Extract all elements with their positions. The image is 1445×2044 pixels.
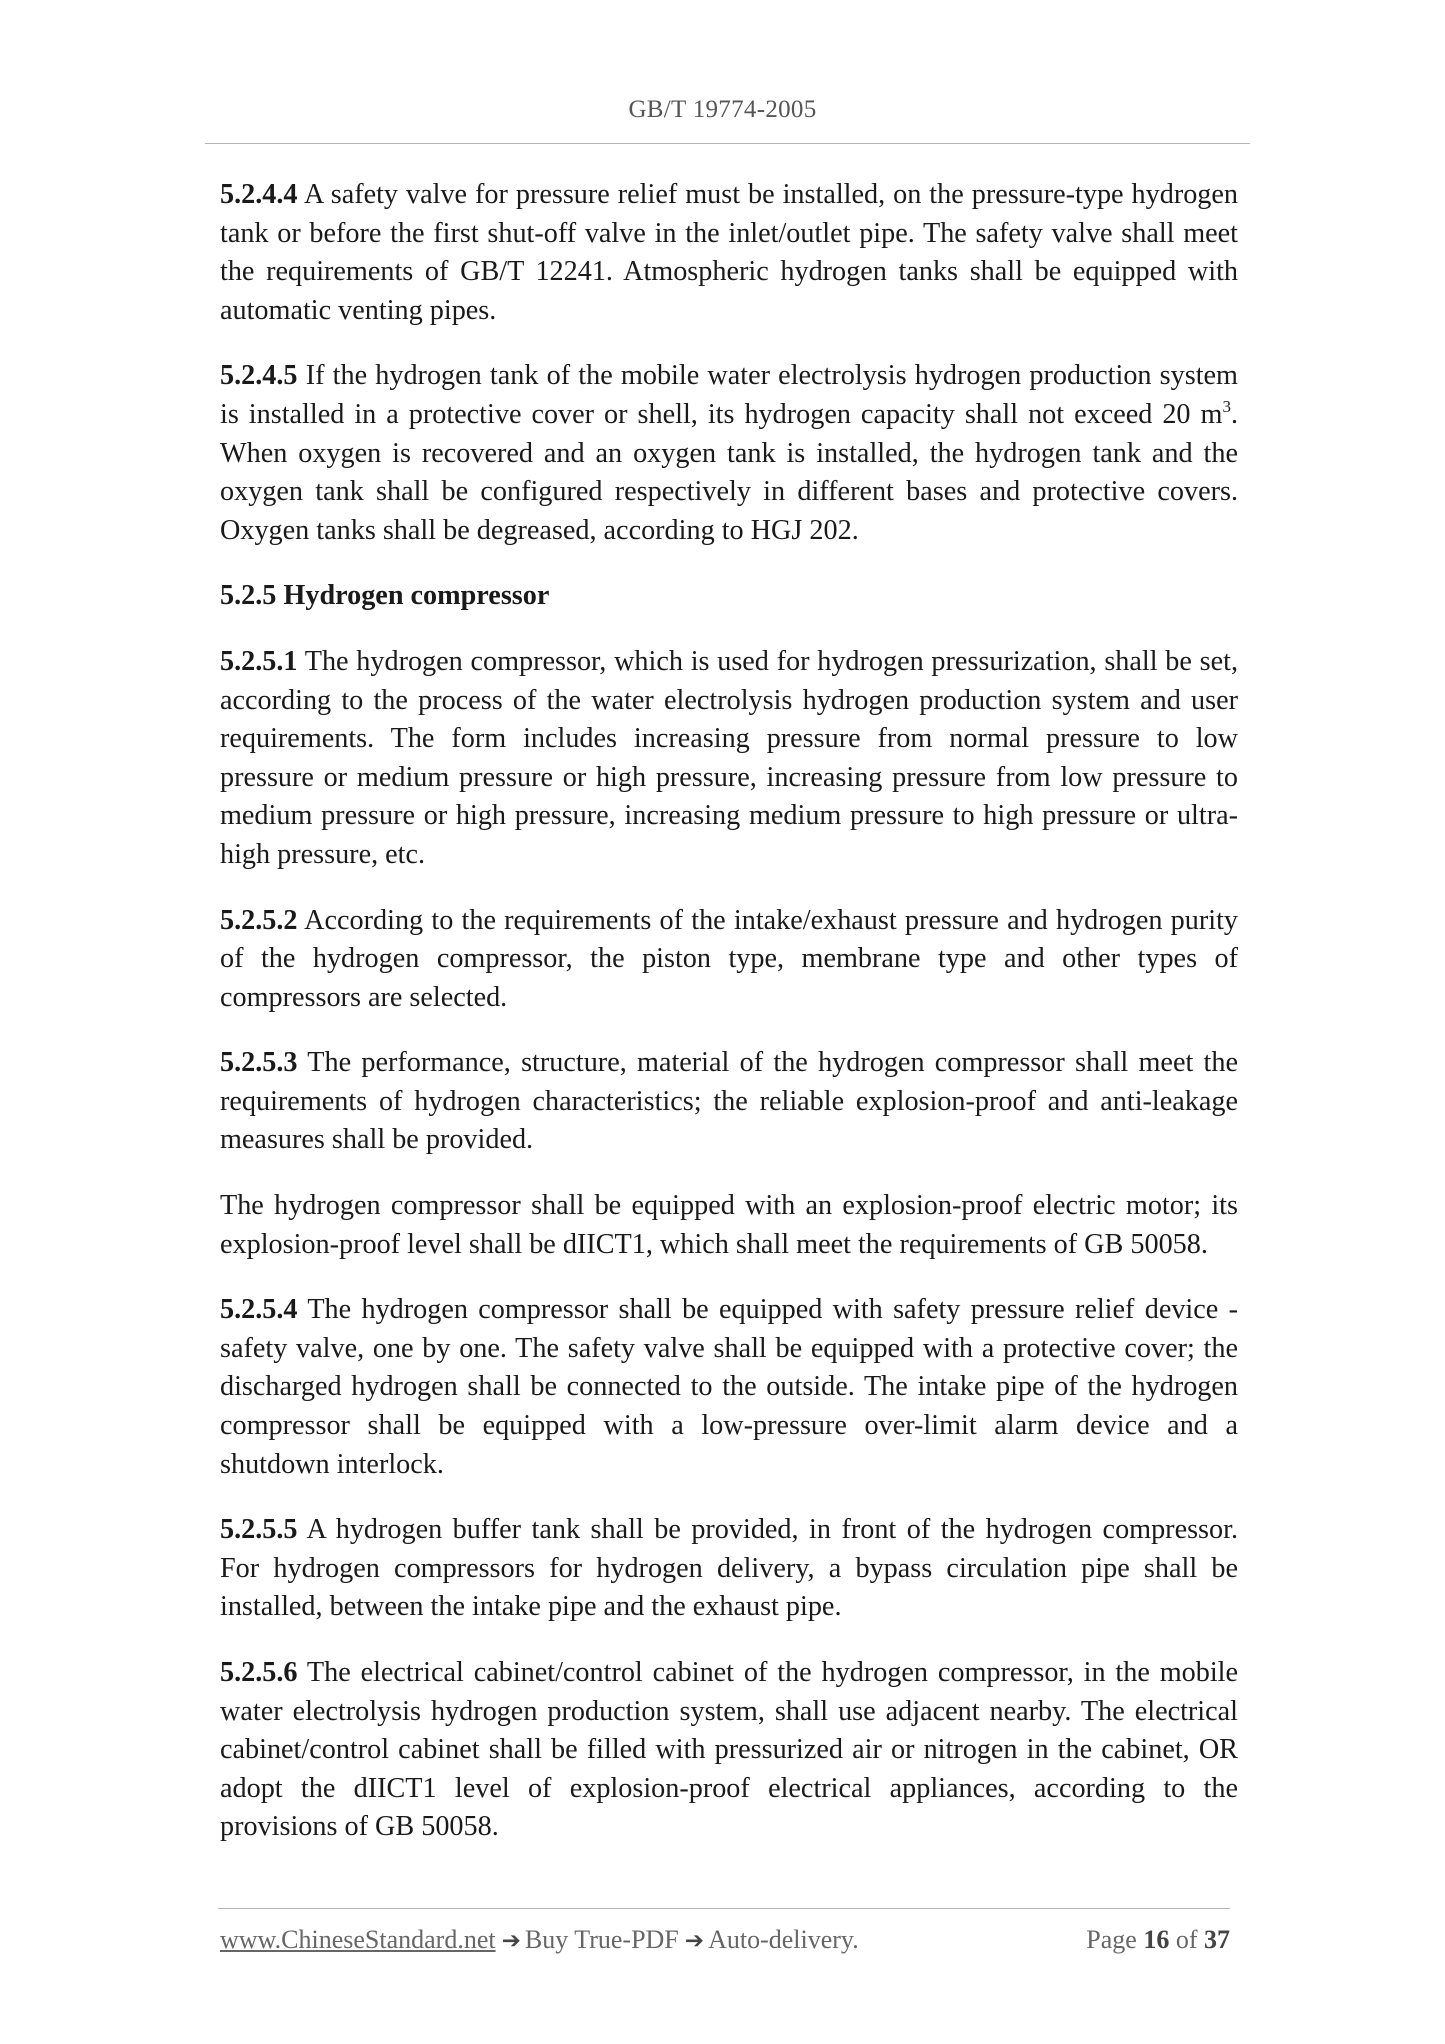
clause-number: 5.2.5.3 [220, 1047, 298, 1079]
clause-number: 5.2.5.5 [220, 1514, 298, 1546]
section-heading-5-2-5: 5.2.5 Hydrogen compressor [220, 580, 550, 612]
clause-text: According to the requirements of the intake/exhaust pressure and hydrogen purity of the hydrogen compressor, the piston type, membrane type and other types of compressors are selected. [220, 904, 1238, 1013]
clause-text: The electrical cabinet/control cabinet of the hydrogen compressor, in the mobile water electrolysis hydrogen production system, shall use adjacent nearby. The electrical cabinet/control cabinet shall be filled with pressurized air or nitrogen in the cabinet, OR adopt the dIICT1 level of explosion-proof electrical appliances, according to the provisions of GB 50058. [220, 1657, 1238, 1843]
clause-5-2-5-2 [220, 902, 1238, 1018]
paragraph-text: The hydrogen compressor shall be equipped with an explosion-proof electric motor; its explosion-proof level shall be dIICT1, which shall meet the requirements of GB 50058. [220, 1190, 1238, 1260]
page-header: GB/T 19774-2005 [628, 96, 817, 123]
clause-text: A safety valve for pressure relief must be installed, on the pressure-type hydrogen tank or before the first shut-off valve in the inlet/outlet pipe. The safety valve shall meet the requirements of GB/T 12241. Atmospheric hydrogen tanks shall be equipped with automatic venting pipes. [220, 179, 1238, 326]
right-arrow-icon: ➔ [684, 1928, 705, 1954]
clause-5-2-5-5 [220, 1511, 1238, 1627]
clause-number: 5.2.5.1 [220, 645, 298, 677]
clause-number: 5.2.4.4 [220, 179, 298, 210]
clause-number: 5.2.5.2 [220, 904, 298, 936]
superscript: 3 [1222, 396, 1231, 416]
buy-pdf-link[interactable]: Buy True-PDF [524, 1925, 679, 1954]
clause-5-2-5-3 [220, 1044, 1238, 1160]
total-pages-number: 37 [1204, 1925, 1230, 1954]
right-arrow-icon: ➔ [501, 1928, 521, 1954]
document-body [220, 176, 1238, 1874]
paragraph-motor-requirement [220, 1187, 1238, 1264]
clause-5-2-4-4 [220, 176, 1238, 330]
clause-text: The hydrogen compressor, which is used for hydrogen pressurization, shall be set, according to the process of the water electrolysis hydrogen production system and user requirements. The form includes increasing pressure from normal pressure to low pressure or medium pressure or high pressure, increasing pressure from low pressure to medium pressure or high pressure, increasing medium pressure to high pressure or ultra-high pressure, etc. [220, 645, 1238, 870]
clause-text: The performance, structure, material of the hydrogen compressor shall meet the requirements of hydrogen characteristics; the reliable explosion-proof and anti-leakage measures shall be provided. [220, 1047, 1238, 1156]
clause-text: . When oxygen is recovered and an oxygen tank is installed, the hydrogen tank and the oxygen tank shall be configured respectively in different bases and protective covers. Oxygen tanks shall be degreased, according to HGJ 202. [220, 398, 1238, 546]
header-divider [205, 143, 1250, 144]
clause-5-2-5-6 [220, 1654, 1238, 1847]
current-page-number: 16 [1143, 1925, 1170, 1954]
clause-number: 5.2.5.6 [220, 1657, 298, 1688]
website-link[interactable]: www.ChineseStandard.net [220, 1925, 496, 1954]
clause-number: 5.2.5.4 [220, 1294, 298, 1326]
clause-5-2-4-5 [220, 357, 1238, 550]
of-label: of [1175, 1925, 1198, 1954]
page-counter [1086, 1925, 1230, 1955]
clause-text: The hydrogen compressor shall be equipped with safety pressure relief device - safety valve, one by one. The safety valve shall be equipped with a protective cover; the discharged hydrogen shall be connected to the outside. The intake pipe of the hydrogen compressor shall be equipped with a low-pressure over-limit alarm device and a shutdown interlock. [220, 1294, 1238, 1480]
clause-text: If the hydrogen tank of the mobile water electrolysis hydrogen production system is installed in a protective cover or shell, its hydrogen capacity shall not exceed 20 m [220, 360, 1238, 430]
clause-5-2-5-1 [220, 643, 1238, 875]
page-label: Page [1086, 1925, 1137, 1954]
footer-promo [220, 1925, 859, 1955]
footer-divider [218, 1908, 1230, 1909]
page-footer [220, 1925, 1230, 1965]
clause-number: 5.2.4.5 [220, 360, 298, 392]
clause-text: A hydrogen buffer tank shall be provided, in front of the hydrogen compressor. For hydrogen compressors for hydrogen delivery, a bypass circulation pipe shall be installed, between the intake pipe and the exhaust pipe. [220, 1514, 1238, 1623]
auto-delivery-text: Auto-delivery. [708, 1925, 859, 1954]
clause-5-2-5-4 [220, 1291, 1238, 1484]
